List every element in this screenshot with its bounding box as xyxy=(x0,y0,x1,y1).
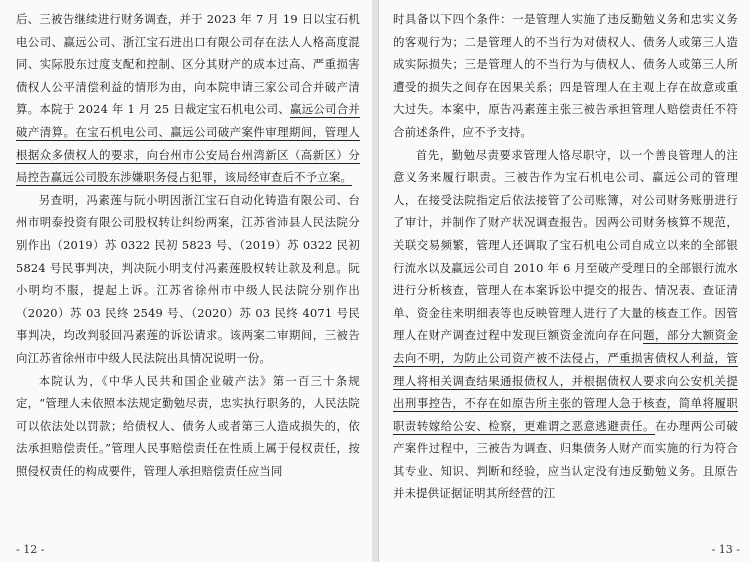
paragraph-text: 首先，勤勉尽责要求管理人恪尽职守，以一个善良管理人的注意义务来履行职责。三被告作为宝石机电公司、赢远公司的管理人，在接受法院指定后依法接管了公司账簿，对公司财务账册进行了审计，并制作了财产状况调查报告。因两公司财务核算不规范，关联交易频繁，管理人还调取了宝石机电公司自成立以来的全部银行流水以及赢远公司自 2010 年 6 月至破产受理日的全部银行流水进行分析核查，管理人在本案诉讼中提交的报告、情况表、查证清单、资金往来明细表等也反映管理人进行了大量的核查工作。因管理人在财产调查过程中发现巨额资金流向存在问 xyxy=(393,147,738,343)
underlined-passage: 题，部分大额资金去向不明，为防止公司资产被不法侵占，严重损害债权人利益，管理人将相关调查结果通报债权人，并根据债权人要求向公安机关提出刑事控告，不存在如原告所主张的管理人急于核查，简单将履职职责转嫁给公安、检察，更难谓之恶意逃避责任。 xyxy=(393,328,739,433)
page-13 xyxy=(378,0,750,562)
page-number: - 13 - xyxy=(711,543,740,556)
paragraph-text: 后、三被告继续进行财务调查，并于 2023 年 7 月 19 日以宝石机电公司、赢远公司、浙江宝石进出口有限公司存在法人人格高度混同、实际股东过度支配和控制、区分其财产的成本过高、严重损害债权人公平清偿利益的情形为由，向本院申请三家公司合并破产清算。本院于 2024 年 1 月 25 日裁定宝石机电公司、 xyxy=(16,12,360,117)
paragraph-diligence xyxy=(393,144,738,506)
page-number: - 12 - xyxy=(16,543,45,556)
underlined-passage: 赢远公司合并破产清算。在宝石机电公司、赢远公司破产案件审理期间，管理人根据众多债权人的要求，向台州市公安局台州湾新区（高新区）分局控告赢远公司股东涉嫌职务侵占犯罪，该局经审查后不予立案。 xyxy=(16,102,360,185)
paragraph-case-background xyxy=(16,8,360,189)
page-12 xyxy=(0,0,372,562)
paragraph-text: 在办理两公司破产案件过程中，三被告为调查、归集债务人财产而实施的行为符合其专业、知识、判断和经验，应当认定没有违反勤勉义务。且原告并未提供证据证明其所经营的江 xyxy=(393,418,739,501)
paragraph-further-findings: 另查明，冯素莲与阮小明因浙江宝石自动化铸造有限公司、台州市明泰投资有限公司股权转让纠纷两案，江苏省沛县人民法院分别作出（2019）苏 0322 民初 5823 号、（2019）苏 0322 民初 5824 号民事判决，判决阮小明支付冯素莲股权转让款及利息。阮小明均不服，提起上诉。江苏省徐州市中级人民法院分别作出（2020）苏 03 民终 2549 号、（2020）苏 03 民终 4071 号民事判决，均改判驳回冯素莲的诉讼请求。该两案二审期间，三被告向江苏省徐州市中级人民法院出具情况说明一份。 xyxy=(16,192,360,365)
paragraph-court-opinion: 本院认为，《中华人民共和国企业破产法》第一百三十条规定，“管理人未依照本法规定勤勉尽责，忠实执行职务的，人民法院可以依法处以罚款；给债权人、债务人或者第三人造成损失的，依法承担赔偿责任。”管理人民事赔偿责任在性质上属于侵权责任，按照侵权责任的构成要件，管理人承担赔偿责任应当同 xyxy=(16,373,360,478)
paragraph-four-conditions: 时具备以下四个条件：一是管理人实施了违反勤勉义务和忠实义务的客观行为；二是管理人的不当行为对债权人、债务人或第三人造成实际损失；三是管理人的不当行为与债权人、债务人或第三人所遭受的损失之间存在因果关系；四是管理人在主观上存在故意或重大过失。本案中，原告冯素莲主张三被告承担管理人赔偿责任不符合前述条件，应不予支持。 xyxy=(393,12,738,139)
